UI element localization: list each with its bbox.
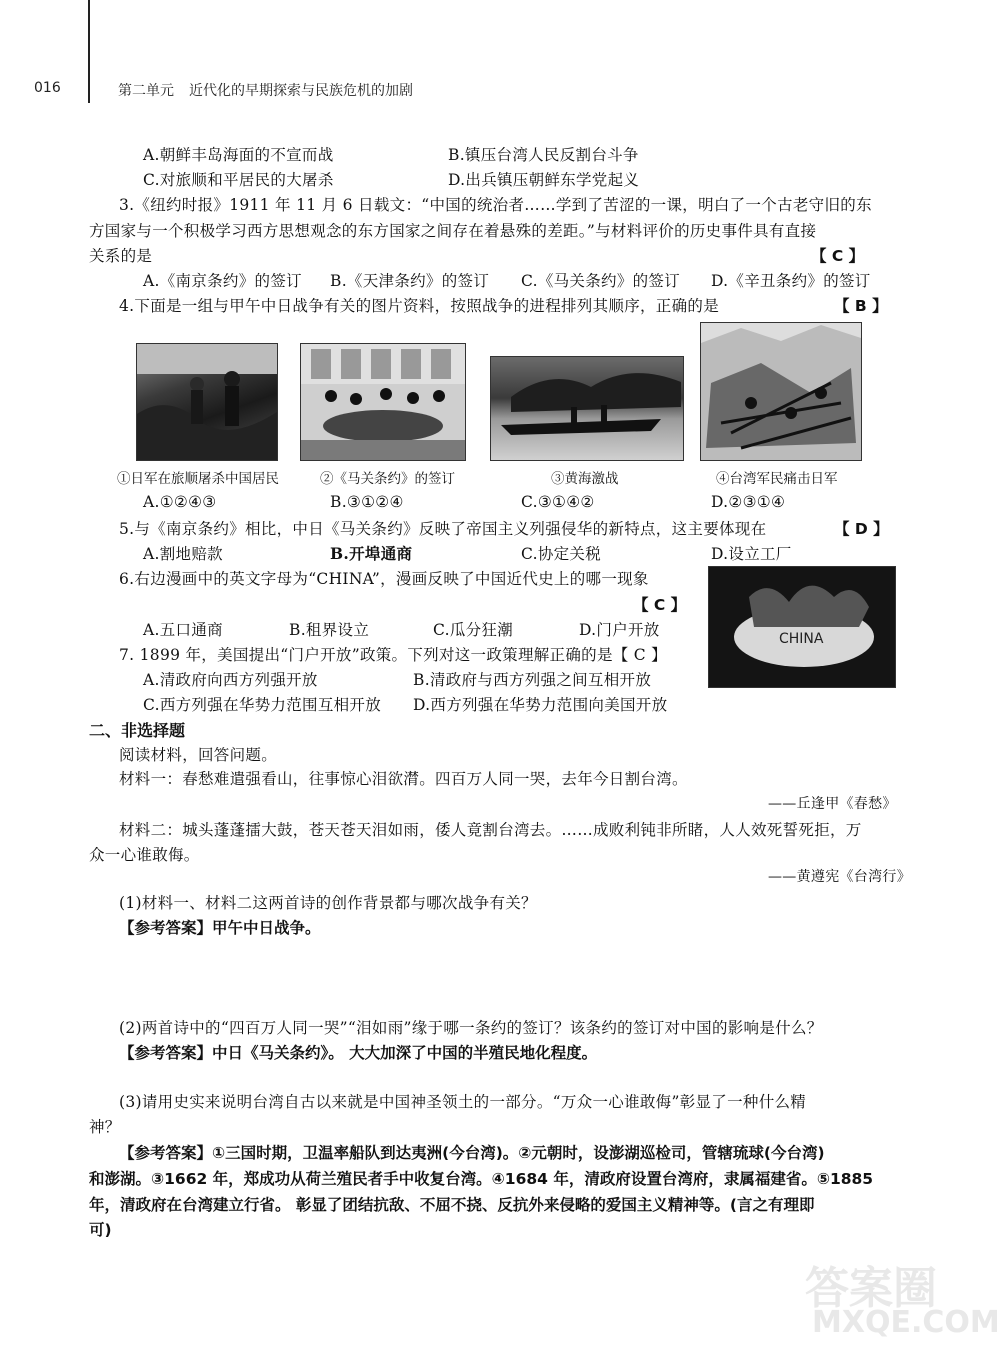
q3-stem-line3: 关系的是 bbox=[89, 247, 153, 265]
q2-option-b: B.镇压台湾人民反割台斗争 bbox=[448, 146, 639, 164]
q7-option-c: C.西方列强在华势力范围互相开放 bbox=[143, 696, 382, 714]
q7-option-a: A.清政府向西方列强开放 bbox=[143, 671, 318, 689]
q2-option-c: C.对旅顺和平居民的大屠杀 bbox=[143, 171, 334, 189]
q3-option-b: B.《天津条约》的签订 bbox=[330, 272, 490, 290]
q5-option-b: B.开埠通商 bbox=[330, 544, 413, 563]
q3-option-c: C.《马关条约》的签订 bbox=[521, 272, 681, 290]
part3-question-line2: 神？ bbox=[89, 1118, 121, 1136]
q6-option-c: C.瓜分狂潮 bbox=[433, 621, 514, 639]
margin-rule bbox=[88, 0, 90, 103]
part1-answer: 【参考答案】甲午中日战争。 bbox=[119, 919, 321, 937]
q4-option-b: B.③①②④ bbox=[330, 493, 404, 511]
q6-answer: 【 C 】 bbox=[633, 596, 687, 614]
q3-answer: 【 C 】 bbox=[811, 247, 865, 265]
q4-stem: 4.下面是一组与甲午中日战争有关的图片资料，按照战争的进程排列其顺序，正确的是 bbox=[119, 297, 719, 315]
watermark-url: MXQE.COM bbox=[812, 1305, 1000, 1340]
section2-intro: 阅读材料，回答问题。 bbox=[119, 746, 278, 764]
part3-answer-line4: 可) bbox=[89, 1221, 112, 1239]
material-2-line1: 材料二：城头蓬蓬擂大鼓，苍天苍天泪如雨，倭人竟割台湾去。……成败利钝非所睹，人人效死誓死拒，万 bbox=[119, 821, 862, 839]
q5-option-d: D.设立工厂 bbox=[711, 545, 792, 563]
part2-question: (2)两首诗中的“四百万人同一哭”“泪如雨”缘于哪一条约的签订？该条约的签订对中国的影响是什么？ bbox=[119, 1019, 823, 1037]
q3-option-d: D.《辛丑条约》的签订 bbox=[711, 272, 871, 290]
q5-answer: 【 D 】 bbox=[834, 520, 889, 538]
material-1: 材料一：春愁难遣强看山，往事惊心泪欲潸。四百万人同一哭，去年今日割台湾。 bbox=[119, 770, 688, 788]
caption-2: ②《马关条约》的签订 bbox=[320, 471, 455, 487]
section2-title: 二、非选择题 bbox=[89, 721, 186, 740]
photo-treaty-signing bbox=[300, 343, 466, 461]
q7-option-d: D.西方列强在华势力范围向美国开放 bbox=[413, 696, 668, 714]
q7-stem: 7. 1899 年，美国提出“门户开放”政策。下列对这一政策理解正确的是【 C 】 bbox=[119, 646, 667, 664]
unit-label: 第二单元 bbox=[118, 83, 174, 99]
part3-answer-line2: 和澎湖。③1662 年，郑成功从荷兰殖民者手中收复台湾。④1684 年，清政府设置台湾府，隶属福建省。⑤1885 bbox=[89, 1170, 874, 1188]
q4-option-d: D.②③①④ bbox=[711, 493, 786, 511]
q3-stem-line1: 3.《纽约时报》1911 年 11 月 6 日载文：“中国的统治者……学到了苦涩的一课，明白了一个古老守旧的东 bbox=[119, 196, 872, 214]
q6-option-a: A.五口通商 bbox=[143, 621, 223, 639]
q6-option-b: B.租界设立 bbox=[289, 621, 370, 639]
material-2-source: ——黄遵宪《台湾行》 bbox=[768, 869, 911, 885]
q5-option-c: C.协定关税 bbox=[521, 545, 602, 563]
watermark-logo: 答案圈 bbox=[805, 1263, 937, 1314]
photo-taiwan-resistance bbox=[700, 322, 862, 461]
photo-lushun-massacre bbox=[136, 343, 278, 461]
part3-question-line1: (3)请用史实来说明台湾自古以来就是中国神圣领土的一部分。“万众一心谁敢侮”彰显了一种什么精 bbox=[119, 1093, 807, 1111]
q5-stem: 5.与《南京条约》相比，中日《马关条约》反映了帝国主义列强侵华的新特点，这主要体现在 bbox=[119, 520, 767, 538]
q4-option-a: A.①②④③ bbox=[143, 493, 217, 511]
part2-answer: 【参考答案】中日《马关条约》。 大大加深了中国的半殖民地化程度。 bbox=[119, 1044, 598, 1062]
part3-answer-line1: 【参考答案】①三国时期，卫温率船队到达夷洲(今台湾)。②元朝时，设澎湖巡检司，管辖琉球(今台湾) bbox=[119, 1144, 825, 1162]
q4-answer: 【 B 】 bbox=[834, 297, 888, 315]
q6-stem: 6.右边漫画中的英文字母为“CHINA”，漫画反映了中国近代史上的哪一现象 bbox=[119, 570, 649, 588]
part1-question: (1)材料一、材料二这两首诗的创作背景都与哪次战争有关？ bbox=[119, 894, 537, 912]
unit-title: 近代化的早期探索与民族危机的加剧 bbox=[189, 83, 413, 99]
q3-option-a: A.《南京条约》的签订 bbox=[143, 272, 302, 290]
photo-yellow-sea-battle bbox=[490, 356, 684, 461]
caption-3: ③黄海激战 bbox=[551, 471, 619, 487]
page-number: 016 bbox=[34, 80, 61, 96]
q2-option-a: A.朝鲜丰岛海面的不宣而战 bbox=[143, 146, 334, 164]
caption-4: ④台湾军民痛击日军 bbox=[716, 471, 838, 487]
q2-option-d: D.出兵镇压朝鲜东学党起义 bbox=[448, 171, 640, 189]
material-2-line2: 众一心谁敢侮。 bbox=[89, 846, 200, 864]
q5-option-a: A.割地赔款 bbox=[143, 545, 223, 563]
part3-answer-line3: 年，清政府在台湾建立行省。 彰显了团结抗敌、不屈不挠、反抗外来侵略的爱国主义精神等。(言之有理即 bbox=[89, 1196, 815, 1214]
material-1-source: ——丘逢甲《春愁》 bbox=[768, 796, 897, 812]
cartoon-china-partition bbox=[708, 566, 896, 688]
svg-text:CHINA: CHINA bbox=[779, 631, 824, 647]
q6-option-d: D.门户开放 bbox=[579, 621, 660, 639]
q7-option-b: B.清政府与西方列强之间互相开放 bbox=[413, 671, 652, 689]
caption-1: ①日军在旅顺屠杀中国居民 bbox=[117, 471, 279, 487]
q3-stem-line2: 方国家与一个积极学习西方思想观念的东方国家之间存在着悬殊的差距。”与材料评价的历史事件具有直接 bbox=[89, 222, 817, 240]
q4-option-c: C.③①④② bbox=[521, 493, 595, 511]
